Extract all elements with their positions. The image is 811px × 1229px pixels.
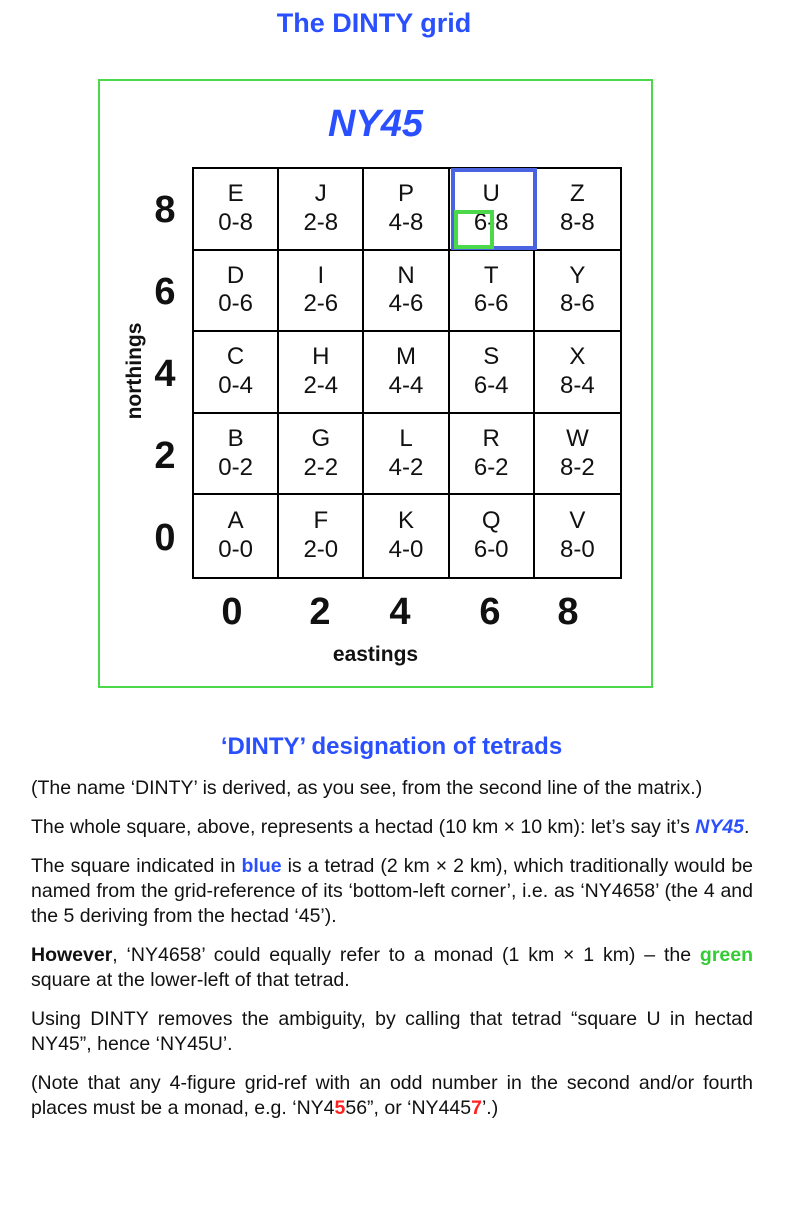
grid-cell-g bbox=[279, 414, 364, 496]
cell-letter: E bbox=[227, 180, 244, 207]
grid-cell-w bbox=[535, 414, 620, 496]
cell-reference: 2-2 bbox=[303, 453, 339, 481]
cell-reference: 8-8 bbox=[560, 208, 595, 236]
cell-letter: M bbox=[395, 343, 416, 371]
x-tick-label: 6 bbox=[479, 591, 501, 633]
cell-letter: R bbox=[482, 424, 500, 452]
cell-letter: F bbox=[313, 507, 329, 535]
cell-reference: 4-8 bbox=[388, 208, 424, 236]
cell-letter: P bbox=[397, 180, 414, 207]
cell-reference: 6-2 bbox=[473, 453, 509, 481]
section-heading: ‘DINTY’ designation of tetrads bbox=[220, 733, 563, 760]
grid-cell-c bbox=[194, 332, 279, 414]
cell-letter: D bbox=[226, 261, 245, 289]
grid-cell-e bbox=[194, 169, 279, 251]
y-tick-label: 4 bbox=[154, 353, 176, 395]
paragraph-4: However, ‘NY4658’ could equally refer to a monad (1 km × 1 km) – the green square at the lower-left of that tetrad. bbox=[31, 944, 754, 991]
grid-cell-a bbox=[194, 495, 279, 577]
cell-reference: 6-0 bbox=[473, 536, 509, 564]
y-tick-label: 8 bbox=[154, 189, 176, 231]
cell-reference: 0-6 bbox=[218, 290, 253, 318]
cell-letter: K bbox=[397, 507, 414, 535]
cell-letter: Y bbox=[569, 261, 586, 289]
cell-reference: 2-6 bbox=[303, 290, 339, 318]
cell-letter: V bbox=[569, 507, 586, 535]
grid-cell-h bbox=[279, 332, 364, 414]
cell-reference: 4-4 bbox=[388, 371, 424, 399]
odd-digit-highlight: 5 bbox=[334, 1097, 346, 1119]
cell-reference: 4-2 bbox=[388, 453, 424, 481]
cell-letter: X bbox=[569, 343, 586, 371]
cell-reference: 0-8 bbox=[218, 208, 253, 236]
grid-cell-n bbox=[364, 251, 449, 333]
cell-letter: I bbox=[317, 261, 325, 289]
cell-reference: 8-6 bbox=[560, 290, 595, 318]
grid-cell-q bbox=[450, 495, 535, 577]
cell-reference: 2-8 bbox=[303, 208, 339, 236]
paragraph-5: Using DINTY removes the ambiguity, by calling that tetrad “square U in hectad NY45”, hence ‘NY45U’. bbox=[31, 1008, 753, 1055]
cell-reference: 4-6 bbox=[388, 290, 424, 318]
grid-cell-s bbox=[450, 332, 535, 414]
grid-cell-k bbox=[364, 495, 449, 577]
cell-reference: 6-4 bbox=[473, 371, 509, 399]
odd-digit-highlight: 7 bbox=[471, 1097, 482, 1119]
explanation-text bbox=[31, 776, 753, 1135]
cell-reference: 0-0 bbox=[218, 536, 253, 564]
cell-letter: Q bbox=[481, 507, 501, 535]
page-title: The DINTY grid bbox=[276, 8, 472, 38]
cell-letter: C bbox=[226, 343, 245, 371]
however-keyword: However bbox=[31, 944, 113, 966]
grid-cell-z bbox=[535, 169, 620, 251]
x-axis-label: eastings bbox=[332, 643, 419, 666]
grid-cell-p bbox=[364, 169, 449, 251]
paragraph-6: (Note that any 4-figure grid-ref with an odd number in the second and/or fourth places must be a monad, e.g. ‘NY4556”, or ‘NY4457’.) bbox=[31, 1072, 753, 1119]
cell-letter: T bbox=[483, 261, 499, 289]
y-tick-label: 0 bbox=[154, 517, 176, 559]
hectad-name: NY45 bbox=[327, 103, 424, 145]
blue-keyword: blue bbox=[241, 855, 282, 877]
grid-cell-i bbox=[279, 251, 364, 333]
hectad-reference: NY45 bbox=[695, 816, 745, 838]
cell-reference: 2-0 bbox=[303, 536, 339, 564]
grid-cell-y bbox=[535, 251, 620, 333]
cell-letter: B bbox=[227, 424, 244, 452]
x-tick-label: 0 bbox=[221, 591, 243, 633]
grid-cell-d bbox=[194, 251, 279, 333]
y-axis-label: northings bbox=[123, 322, 146, 420]
cell-reference: 6-8 bbox=[473, 208, 509, 236]
y-tick-label: 6 bbox=[154, 271, 176, 313]
dinty-diagram bbox=[98, 79, 653, 688]
grid-cell-u bbox=[450, 169, 535, 251]
cell-reference: 8-2 bbox=[560, 453, 595, 481]
paragraph-2: The whole square, above, represents a hectad (10 km × 10 km): let’s say it’s NY45. bbox=[31, 816, 750, 838]
x-tick-label: 2 bbox=[309, 591, 331, 633]
grid-cell-b bbox=[194, 414, 279, 496]
green-keyword: green bbox=[699, 944, 754, 966]
grid-cell-j bbox=[279, 169, 364, 251]
grid-cell-m bbox=[364, 332, 449, 414]
cell-reference: 8-4 bbox=[560, 371, 595, 399]
cell-reference: 0-4 bbox=[218, 371, 253, 399]
cell-reference: 8-0 bbox=[560, 536, 595, 564]
cell-letter: G bbox=[311, 424, 331, 452]
cell-reference: 0-2 bbox=[218, 453, 253, 481]
cell-letter: A bbox=[227, 507, 244, 535]
cell-letter: W bbox=[566, 424, 589, 452]
cell-letter: N bbox=[397, 261, 415, 289]
cell-letter: S bbox=[483, 343, 500, 371]
x-tick-label: 4 bbox=[389, 591, 411, 633]
cell-reference: 2-4 bbox=[303, 371, 339, 399]
dinty-matrix bbox=[192, 167, 622, 579]
grid-cell-f bbox=[279, 495, 364, 577]
cell-letter: H bbox=[312, 343, 330, 371]
cell-letter: U bbox=[482, 180, 500, 207]
grid-cell-r bbox=[450, 414, 535, 496]
cell-letter: Z bbox=[570, 180, 585, 207]
paragraph-1: (The name ‘DINTY’ is derived, as you see, from the second line of the matrix.) bbox=[31, 777, 703, 799]
grid-cell-x bbox=[535, 332, 620, 414]
cell-letter: J bbox=[314, 180, 327, 207]
grid-cell-l bbox=[364, 414, 449, 496]
y-tick-label: 2 bbox=[154, 435, 176, 477]
cell-letter: L bbox=[399, 424, 413, 452]
grid-cell-v bbox=[535, 495, 620, 577]
cell-reference: 6-6 bbox=[473, 290, 509, 318]
cell-reference: 4-0 bbox=[388, 536, 424, 564]
x-tick-label: 8 bbox=[557, 591, 579, 633]
paragraph-3: The square indicated in blue is a tetrad (2 km × 2 km), which traditionally would be named from the grid-reference of its ‘bottom-left corner’, i.e. as ‘NY4658’ (the 4 and the 5 deriving from the hectad ‘45’). bbox=[31, 855, 754, 927]
grid-cell-t bbox=[450, 251, 535, 333]
